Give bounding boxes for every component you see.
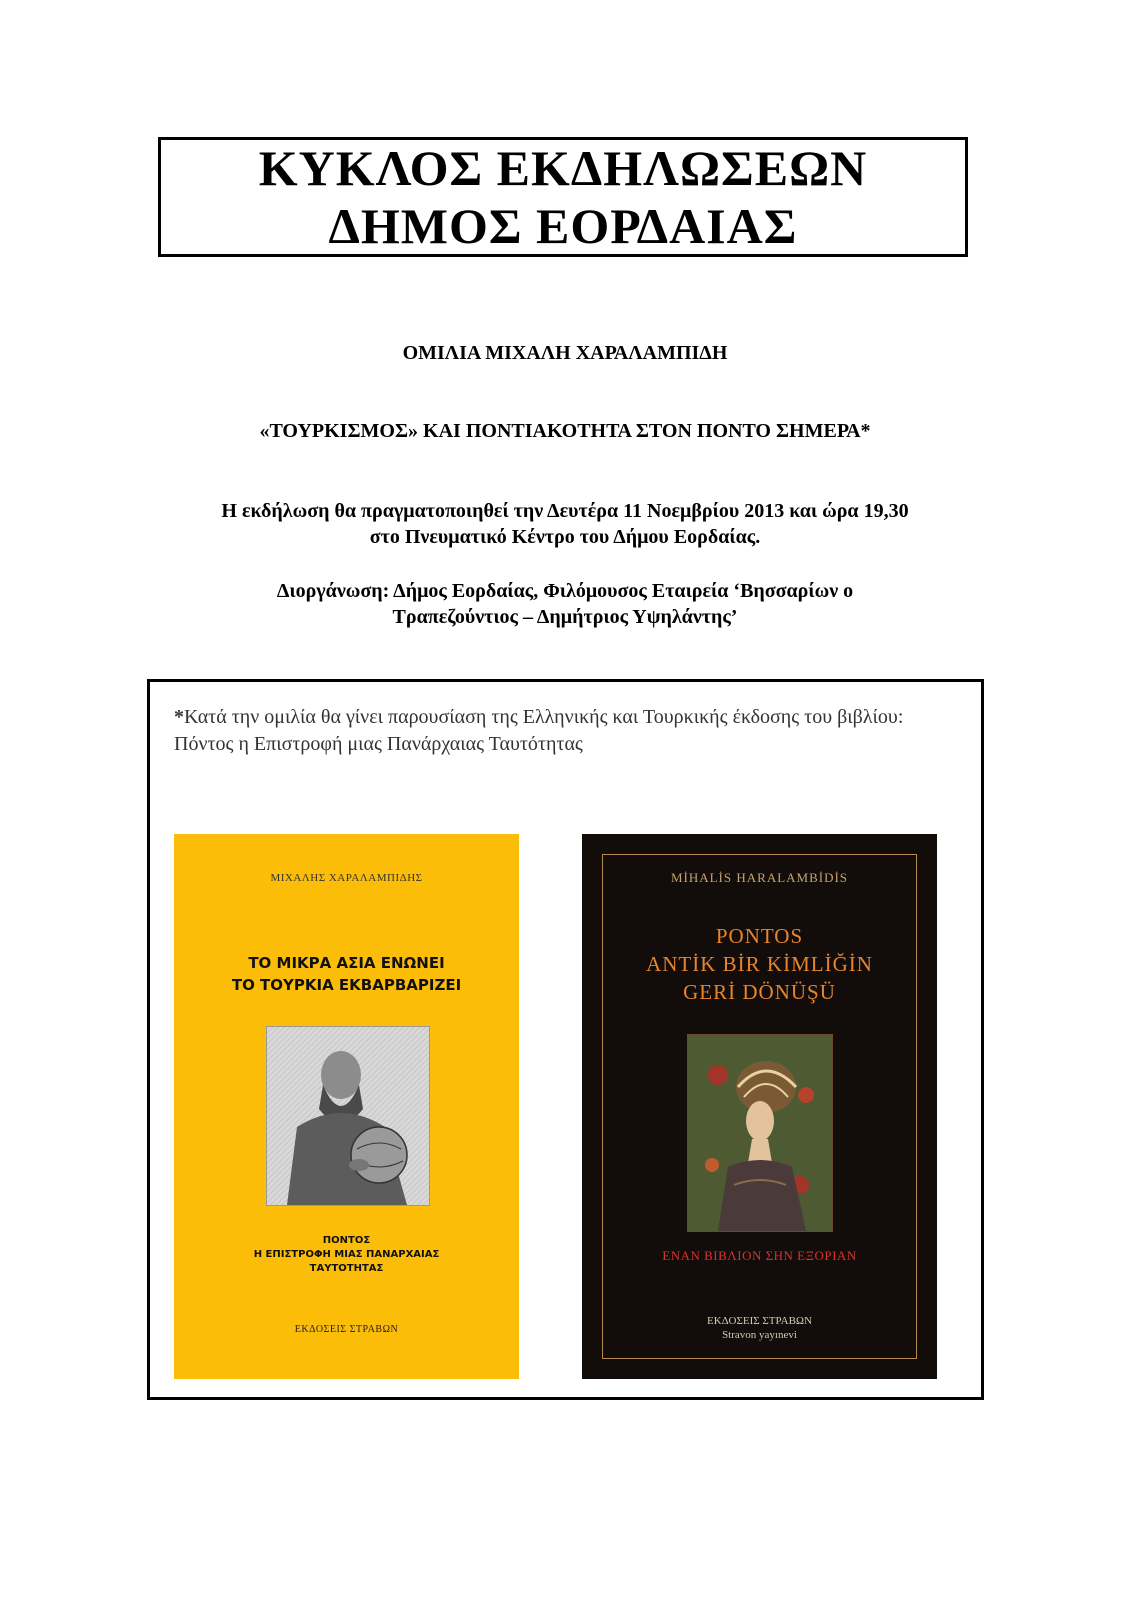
renaissance-portrait-image: [687, 1034, 833, 1232]
header-box: [158, 137, 968, 257]
greek-book-subtitle: [174, 1234, 519, 1276]
header-line-2: ΔΗΜΟΣ ΕΟΡΔΑΙΑΣ: [328, 198, 798, 254]
event-details-line-1: Η εκδήλωση θα πραγματοποιηθεί την Δευτέρα 11 Νοεμβρίου 2013 και ώρα 19,30: [221, 500, 909, 522]
note-asterisk: *: [174, 706, 184, 728]
engraving-portrait-image: [266, 1026, 430, 1206]
turkish-book-publisher-line-2: Stravon yayınevi: [722, 1329, 797, 1341]
organizers-line-2: Τραπεζούντιος – Δημήτριος Υψηλάντης’: [392, 606, 738, 628]
turkish-book-title-line-1: PONTOS: [715, 924, 804, 948]
presentation-note: [174, 704, 964, 758]
greek-book-title-line-2: ΤΟ ΤΟΥΡΚΙΑ ΕΚΒΑΡΒΑΡΙΖΕΙ: [231, 976, 462, 994]
greek-book-title: [174, 952, 519, 996]
turkish-book-title: [582, 922, 937, 1006]
greek-book-title-line-1: ΤΟ ΜΙΚΡΑ ΑΣΙΑ ΕΝΩΝΕΙ: [248, 954, 445, 972]
greek-book-subtitle-line-3: ΤΑΥΤΟΤΗΤΑΣ: [309, 1263, 384, 1274]
header-line-1: ΚΥΚΛΟΣ ΕΚΔΗΛΩΣΕΩΝ: [258, 140, 868, 196]
event-details: [0, 498, 1130, 550]
turkish-book-title-line-3: GERİ DÖNÜŞÜ: [683, 980, 836, 1004]
turkish-book-title-line-2: ANTİK BİR KİMLİĞİN: [646, 952, 873, 976]
event-details-line-2: στο Πνευματικό Κέντρο του Δήμου Εορδαίας.: [369, 526, 761, 548]
organizers: [0, 578, 1130, 630]
greek-book-subtitle-line-2: Η ΕΠΙΣΤΡΟΦΗ ΜΙΑΣ ΠΑΝΑΡΧΑΙΑΣ: [253, 1249, 440, 1260]
greek-book-author: ΜΙΧΑΛΗΣ ΧΑΡΑΛΑΜΠΙΔΗΣ: [270, 872, 423, 884]
greek-book-subtitle-line-1: ΠΟΝΤΟΣ: [322, 1235, 371, 1246]
greek-book-publisher: ΕΚΔΟΣΕΙΣ ΣΤΡΑΒΩΝ: [294, 1324, 399, 1335]
speech-title: ΟΜΙΛΙΑ ΜΙΧΑΛΗ ΧΑΡΑΛΑΜΠΙΔΗ: [402, 342, 728, 364]
turkish-book-publisher: [582, 1314, 937, 1342]
turkish-book-author: MİHALİS HARALAMBİDİS: [670, 870, 849, 885]
turkish-book-publisher-line-1: ΕΚΔΟΣΕΙΣ ΣΤΡΑΒΩΝ: [706, 1315, 813, 1327]
turkish-book-cover: [582, 834, 937, 1379]
book-presentation-box: [147, 679, 984, 1400]
note-text: Κατά την ομιλία θα γίνει παρουσίαση της Ελληνικής και Τουρκικής έκδοσης του βιβλίου: Πόντος η Επιστροφή μιας Πανάρχαιας Ταυτότητας: [174, 706, 904, 755]
turkish-book-subtitle: ΕΝΑΝ ΒΙΒΛΙΟΝ ΣΗΝ ΕΞΟΡΙΑΝ: [662, 1248, 857, 1263]
organizers-line-1: Διοργάνωση: Δήμος Εορδαίας, Φιλόμουσος Εταιρεία ‘Βησσαρίων ο: [276, 580, 854, 602]
greek-book-cover: [174, 834, 519, 1379]
speech-topic: «ΤΟΥΡΚΙΣΜΟΣ» ΚΑΙ ΠΟΝΤΙΑΚΟΤΗΤΑ ΣΤΟΝ ΠΟΝΤΟ ΣΗΜΕΡΑ*: [259, 420, 871, 442]
